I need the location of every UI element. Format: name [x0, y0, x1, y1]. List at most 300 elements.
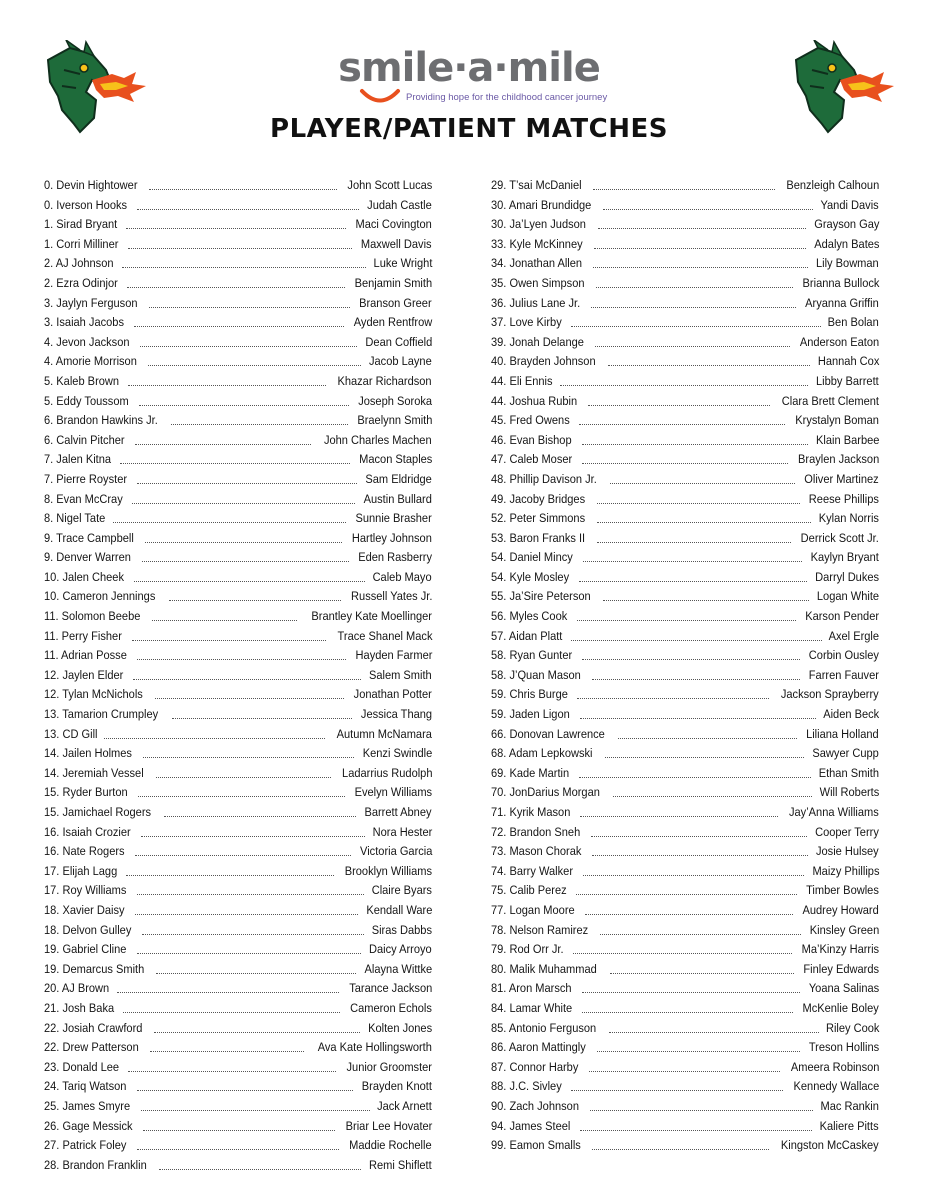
dot-leader: [145, 531, 342, 543]
match-row: [44, 431, 432, 451]
dot-leader: [137, 1079, 353, 1091]
dot-leader: [589, 1060, 780, 1072]
player-name: 58. Ryan Gunter: [491, 648, 573, 663]
match-row: [44, 509, 432, 529]
match-row: [44, 1058, 432, 1078]
match-row: [491, 940, 879, 960]
patient-name: John Charles Machen: [324, 432, 432, 447]
match-row: [44, 372, 432, 392]
player-name: 5. Kaleb Brown: [44, 373, 120, 388]
match-row: [491, 999, 879, 1019]
dot-leader: [104, 727, 325, 739]
dot-leader: [582, 648, 800, 660]
dot-leader: [142, 923, 364, 935]
match-row: [44, 744, 432, 764]
patient-name: Hartley Johnson: [352, 530, 432, 545]
player-name: 44. Eli Ennis: [491, 373, 553, 388]
player-name: 47. Caleb Moser: [491, 452, 573, 467]
match-row: [491, 725, 879, 745]
player-name: 84. Lamar White: [491, 1000, 573, 1015]
match-row: [44, 411, 432, 431]
patient-name: Austin Bullard: [363, 491, 432, 506]
match-row: [44, 1019, 432, 1039]
dot-leader: [140, 335, 357, 347]
player-name: 15. Jamichael Rogers: [44, 805, 152, 819]
player-name: 35. Owen Simpson: [491, 275, 585, 290]
patient-name: Krystalyn Boman: [795, 413, 879, 428]
match-row: [44, 862, 432, 882]
dot-leader: [126, 864, 334, 876]
match-row: [491, 1019, 879, 1039]
dot-leader: [156, 766, 331, 778]
player-name: 44. Joshua Rubin: [491, 393, 578, 408]
patient-name: Jay’Anna Williams: [789, 805, 879, 819]
patient-name: Yandi Davis: [820, 197, 879, 212]
patient-name: Ben Bolan: [827, 315, 879, 330]
dot-leader: [128, 1060, 336, 1072]
patient-name: Maxwell Davis: [361, 236, 432, 251]
patient-name: Axel Ergle: [828, 628, 879, 643]
patient-name: Jackson Sprayberry: [781, 687, 879, 702]
match-row: [491, 921, 879, 941]
player-name: 40. Brayden Johnson: [491, 354, 596, 369]
match-row: [491, 450, 879, 470]
match-row: [44, 979, 432, 999]
patient-name: Darryl Dukes: [815, 569, 879, 584]
dot-leader: [148, 354, 361, 366]
patient-name: Joseph Soroka: [358, 393, 432, 408]
dot-leader: [139, 394, 349, 406]
patient-name: Grayson Gay: [813, 217, 879, 232]
dot-leader: [126, 217, 346, 229]
match-row: [44, 842, 432, 862]
dot-leader: [172, 707, 352, 719]
match-row: [491, 646, 879, 666]
dot-leader: [123, 1001, 340, 1013]
dot-leader: [117, 981, 338, 993]
patient-name: Karson Pender: [805, 609, 879, 624]
match-row: [491, 1117, 879, 1137]
player-name: 75. Calib Perez: [491, 883, 567, 898]
player-name: 5. Eddy Toussom: [44, 393, 129, 408]
match-row: [44, 940, 432, 960]
match-row: [491, 587, 879, 607]
player-name: 6. Brandon Hawkins Jr.: [44, 413, 158, 428]
patient-name: Sunnie Brasher: [355, 511, 432, 526]
player-name: 13. Tamarion Crumpley: [44, 707, 159, 722]
patient-name: Libby Barrett: [816, 373, 879, 388]
patient-name: John Scott Lucas: [347, 178, 432, 192]
match-row: [491, 881, 879, 901]
patient-name: Jack Arnett: [377, 1098, 432, 1113]
patient-name: Maci Covington: [355, 217, 432, 232]
patient-name: Adalyn Bates: [813, 236, 879, 251]
player-name: 18. Xavier Daisy: [44, 902, 125, 917]
smile-icon: [358, 88, 402, 106]
player-name: 13. CD Gill: [44, 726, 98, 741]
match-row: [44, 215, 432, 235]
match-row: [44, 1156, 432, 1176]
player-name: 66. Donovan Lawrence: [491, 726, 605, 741]
match-row: [44, 470, 432, 490]
match-row: [44, 1117, 432, 1137]
dot-leader: [128, 237, 353, 249]
dot-leader: [593, 178, 775, 190]
player-name: 59. Chris Burge: [491, 687, 568, 702]
player-name: 6. Calvin Pitcher: [44, 432, 125, 447]
match-row: [44, 627, 432, 647]
match-row: [44, 196, 432, 216]
dot-leader: [571, 1079, 783, 1091]
match-row: [491, 352, 879, 372]
player-name: 9. Denver Warren: [44, 550, 131, 565]
match-row: [44, 294, 432, 314]
player-name: 68. Adam Lepkowski: [491, 746, 593, 761]
match-row: [491, 411, 879, 431]
dot-leader: [577, 609, 796, 621]
patient-name: Kendall Ware: [365, 902, 432, 917]
dot-leader: [137, 198, 359, 210]
patient-name: Branson Greer: [359, 295, 432, 310]
dot-leader: [132, 492, 355, 504]
patient-name: Trace Shanel Mack: [337, 628, 432, 643]
dot-leader: [171, 413, 347, 425]
dot-leader: [582, 433, 808, 445]
player-name: 46. Evan Bishop: [491, 432, 572, 447]
left-match-list: [44, 176, 432, 1175]
player-name: 86. Aaron Mattingly: [491, 1040, 586, 1055]
dot-leader: [591, 825, 807, 837]
match-row: [44, 1097, 432, 1117]
dot-leader: [579, 413, 785, 425]
match-row: [44, 646, 432, 666]
player-name: 17. Roy Williams: [44, 883, 127, 898]
match-row: [44, 960, 432, 980]
patient-name: Treson Hollins: [808, 1040, 879, 1055]
patient-name: Victoria Garcia: [359, 844, 432, 859]
patient-name: Braelynn Smith: [356, 413, 432, 428]
match-row: [491, 431, 879, 451]
dot-leader: [571, 315, 822, 327]
player-name: 23. Donald Lee: [44, 1059, 120, 1074]
player-name: 69. Kade Martin: [491, 765, 570, 780]
patient-name: Brianna Bullock: [802, 275, 879, 290]
patient-name: Aryanna Griffin: [805, 295, 879, 310]
dot-leader: [143, 746, 354, 758]
dot-leader: [608, 354, 809, 366]
dot-leader: [150, 1040, 304, 1052]
match-row: [491, 333, 879, 353]
dot-leader: [582, 981, 800, 993]
match-row: [491, 568, 879, 588]
patient-name: McKenlie Boley: [802, 1000, 879, 1015]
player-name: 70. JonDarius Morgan: [491, 785, 600, 800]
patient-name: Corbin Ousley: [808, 648, 879, 663]
player-name: 1. Corri Milliner: [44, 236, 119, 251]
patient-name: Riley Cook: [825, 1020, 879, 1035]
patient-name: Caleb Mayo: [372, 569, 432, 584]
patient-name: Brantley Kate Moellinger: [311, 609, 432, 624]
match-row: [44, 803, 432, 823]
match-row: [491, 783, 879, 803]
dot-leader: [577, 687, 769, 699]
player-name: 14. Jeremiah Vessel: [44, 765, 144, 780]
player-name: 7. Pierre Royster: [44, 471, 128, 486]
patient-name: Clara Brett Clement: [781, 393, 879, 408]
dot-leader: [597, 1040, 800, 1052]
player-name: 53. Baron Franks II: [491, 530, 586, 545]
patient-name: Autumn McNamara: [336, 726, 432, 741]
dot-leader: [155, 687, 344, 699]
dot-leader: [135, 433, 312, 445]
match-row: [491, 254, 879, 274]
player-name: 36. Julius Lane Jr.: [491, 295, 581, 310]
dot-leader: [159, 1158, 361, 1170]
player-name: 21. Josh Baka: [44, 1000, 115, 1015]
page-title: PLAYER/PATIENT MATCHES: [270, 114, 668, 144]
dot-leader: [113, 511, 346, 523]
match-row: [491, 470, 879, 490]
patient-name: Tarance Jackson: [348, 981, 432, 996]
dot-leader: [149, 178, 337, 190]
patient-name: Lily Bowman: [816, 256, 879, 271]
patient-name: Junior Groomster: [346, 1059, 432, 1074]
dot-leader: [592, 1138, 770, 1150]
dot-leader: [603, 589, 809, 601]
player-name: 54. Kyle Mosley: [491, 569, 570, 584]
dot-leader: [135, 903, 358, 915]
player-name: 1. Sirad Bryant: [44, 217, 118, 232]
match-row: [44, 685, 432, 705]
player-name: 12. Jaylen Elder: [44, 667, 124, 682]
patient-name: Nora Hester: [372, 824, 432, 839]
patient-name: Alayna Wittke: [364, 961, 432, 976]
player-name: 77. Logan Moore: [491, 902, 575, 917]
dot-leader: [582, 1001, 793, 1013]
match-row: [44, 333, 432, 353]
dot-leader: [603, 198, 813, 210]
dot-leader: [596, 276, 793, 288]
player-name: 30. Ja’Lyen Judson: [491, 217, 586, 232]
player-name: 58. J’Quan Mason: [491, 667, 581, 682]
dot-leader: [618, 727, 797, 739]
match-row: [491, 901, 879, 921]
match-row: [491, 842, 879, 862]
player-name: 45. Fred Owens: [491, 413, 570, 428]
player-name: 15. Ryder Burton: [44, 785, 128, 800]
match-row: [491, 744, 879, 764]
match-row: [44, 783, 432, 803]
match-row: [44, 490, 432, 510]
player-name: 37. Love Kirby: [491, 315, 562, 330]
patient-name: Kennedy Wallace: [793, 1079, 879, 1094]
match-row: [491, 294, 879, 314]
player-name: 85. Antonio Ferguson: [491, 1020, 597, 1035]
player-name: 10. Cameron Jennings: [44, 589, 156, 604]
patient-name: Liliana Holland: [806, 726, 879, 741]
player-name: 11. Perry Fisher: [44, 628, 122, 643]
dot-leader: [137, 1138, 340, 1150]
patient-name: Logan White: [816, 589, 879, 604]
patient-name: Will Roberts: [819, 785, 879, 800]
patient-name: Cooper Terry: [815, 824, 879, 839]
match-row: [44, 901, 432, 921]
dot-leader: [149, 296, 350, 308]
match-row: [491, 960, 879, 980]
player-name: 24. Tariq Watson: [44, 1079, 127, 1094]
match-row: [44, 176, 432, 196]
dot-leader: [593, 256, 808, 268]
match-row: [491, 1058, 879, 1078]
player-name: 2. Ezra Odinjor: [44, 275, 118, 290]
dot-leader: [595, 335, 790, 347]
patient-name: Hannah Cox: [817, 354, 879, 369]
dot-leader: [154, 1021, 360, 1033]
match-row: [491, 509, 879, 529]
player-name: 25. James Smyre: [44, 1098, 131, 1113]
dot-leader: [580, 707, 816, 719]
dot-leader: [137, 648, 346, 660]
player-name: 99. Eamon Smalls: [491, 1138, 581, 1153]
patient-name: Reese Phillips: [808, 491, 879, 506]
player-name: 2. AJ Johnson: [44, 256, 114, 271]
patient-name: Farren Fauver: [808, 667, 879, 682]
dot-leader: [138, 785, 345, 797]
patient-name: Jonathan Potter: [353, 687, 432, 702]
patient-name: Kingston McCaskey: [781, 1138, 879, 1153]
dot-leader: [573, 942, 792, 954]
match-row: [44, 881, 432, 901]
match-row: [491, 685, 879, 705]
match-row: [44, 392, 432, 412]
patient-name: Briar Lee Hovater: [345, 1118, 432, 1133]
patient-name: Ma’Kinzy Harris: [801, 942, 879, 957]
dot-leader: [582, 452, 788, 464]
match-row: [44, 313, 432, 333]
player-name: 59. Jaden Ligon: [491, 707, 570, 722]
patient-name: Maizy Phillips: [811, 863, 879, 878]
match-row: [44, 705, 432, 725]
match-row: [491, 823, 879, 843]
player-name: 3. Jaylyn Ferguson: [44, 295, 138, 310]
dot-leader: [610, 472, 796, 484]
dot-leader: [134, 570, 366, 582]
player-name: 74. Barry Walker: [491, 863, 574, 878]
patient-name: Maddie Rochelle: [349, 1138, 432, 1153]
player-name: 88. J.C. Sivley: [491, 1079, 562, 1094]
patient-name: Salem Smith: [369, 667, 432, 682]
player-name: 0. Devin Hightower: [44, 178, 138, 192]
patient-name: Kinsley Green: [809, 922, 879, 937]
patient-name: Kenzi Swindle: [362, 746, 432, 761]
dot-leader: [164, 805, 357, 817]
player-name: 52. Peter Simmons: [491, 511, 586, 526]
match-row: [44, 666, 432, 686]
match-row: [491, 529, 879, 549]
player-name: 33. Kyle McKinney: [491, 236, 583, 251]
dot-leader: [580, 805, 778, 817]
patient-name: Benzleigh Calhoun: [786, 178, 879, 192]
patient-name: Cameron Echols: [350, 1000, 432, 1015]
dot-leader: [598, 217, 806, 229]
player-name: 71. Kyrik Mason: [491, 805, 571, 819]
match-row: [44, 823, 432, 843]
dot-leader: [120, 452, 350, 464]
player-name: 8. Nigel Tate: [44, 511, 106, 526]
patient-name: Ladarrius Rudolph: [341, 765, 432, 780]
patient-name: Anderson Eaton: [799, 334, 879, 349]
match-row: [491, 764, 879, 784]
match-row: [44, 1077, 432, 1097]
player-name: 72. Brandon Sneh: [491, 824, 581, 839]
patient-name: Audrey Howard: [802, 902, 879, 917]
player-name: 81. Aron Marsch: [491, 981, 572, 996]
dot-leader: [580, 1119, 812, 1131]
match-row: [491, 392, 879, 412]
player-name: 18. Delvon Gulley: [44, 922, 132, 937]
patient-name: Jacob Layne: [369, 354, 432, 369]
match-row: [44, 254, 432, 274]
patient-name: Mac Rankin: [820, 1098, 879, 1113]
player-name: 29. T’sai McDaniel: [491, 178, 582, 192]
match-row: [491, 627, 879, 647]
patient-name: Josie Hulsey: [816, 844, 879, 859]
patient-name: Barrett Abney: [364, 805, 432, 819]
match-row: [44, 587, 432, 607]
dot-leader: [594, 237, 806, 249]
match-row: [491, 274, 879, 294]
match-row: [44, 725, 432, 745]
dot-leader: [610, 962, 794, 974]
patient-name: Brayden Knott: [361, 1079, 432, 1094]
dot-leader: [560, 374, 808, 386]
patient-name: Luke Wright: [373, 256, 432, 271]
patient-name: Ethan Smith: [818, 765, 879, 780]
player-name: 11. Adrian Posse: [44, 648, 127, 663]
match-row: [491, 548, 879, 568]
patient-name: Ava Kate Hollingsworth: [317, 1040, 432, 1055]
patient-name: Claire Byars: [371, 883, 432, 898]
patient-name: Oliver Martinez: [804, 471, 879, 486]
player-name: 26. Gage Messick: [44, 1118, 133, 1133]
match-row: [491, 666, 879, 686]
player-name: 34. Jonathan Allen: [491, 256, 583, 271]
player-name: 78. Nelson Ramirez: [491, 922, 589, 937]
dot-leader: [133, 668, 361, 680]
player-name: 54. Daniel Mincy: [491, 550, 573, 565]
match-row: [491, 235, 879, 255]
dot-leader: [597, 492, 800, 504]
match-row: [491, 196, 879, 216]
match-row: [44, 764, 432, 784]
dot-leader: [135, 844, 351, 856]
player-name: 12. Tylan McNichols: [44, 687, 143, 702]
patient-name: Judah Castle: [367, 197, 432, 212]
match-row: [44, 607, 432, 627]
patient-name: Evelyn Williams: [354, 785, 432, 800]
player-name: 10. Jalen Cheek: [44, 569, 124, 584]
dot-leader: [137, 883, 364, 895]
player-name: 87. Connor Harby: [491, 1059, 579, 1074]
match-row: [491, 979, 879, 999]
patient-name: Eden Rasberry: [358, 550, 432, 565]
patient-name: Derrick Scott Jr.: [800, 530, 879, 545]
patient-name: Khazar Richardson: [337, 373, 432, 388]
match-row: [491, 1038, 879, 1058]
match-row: [491, 313, 879, 333]
player-name: 48. Phillip Davison Jr.: [491, 471, 597, 486]
player-name: 39. Jonah Delange: [491, 334, 584, 349]
